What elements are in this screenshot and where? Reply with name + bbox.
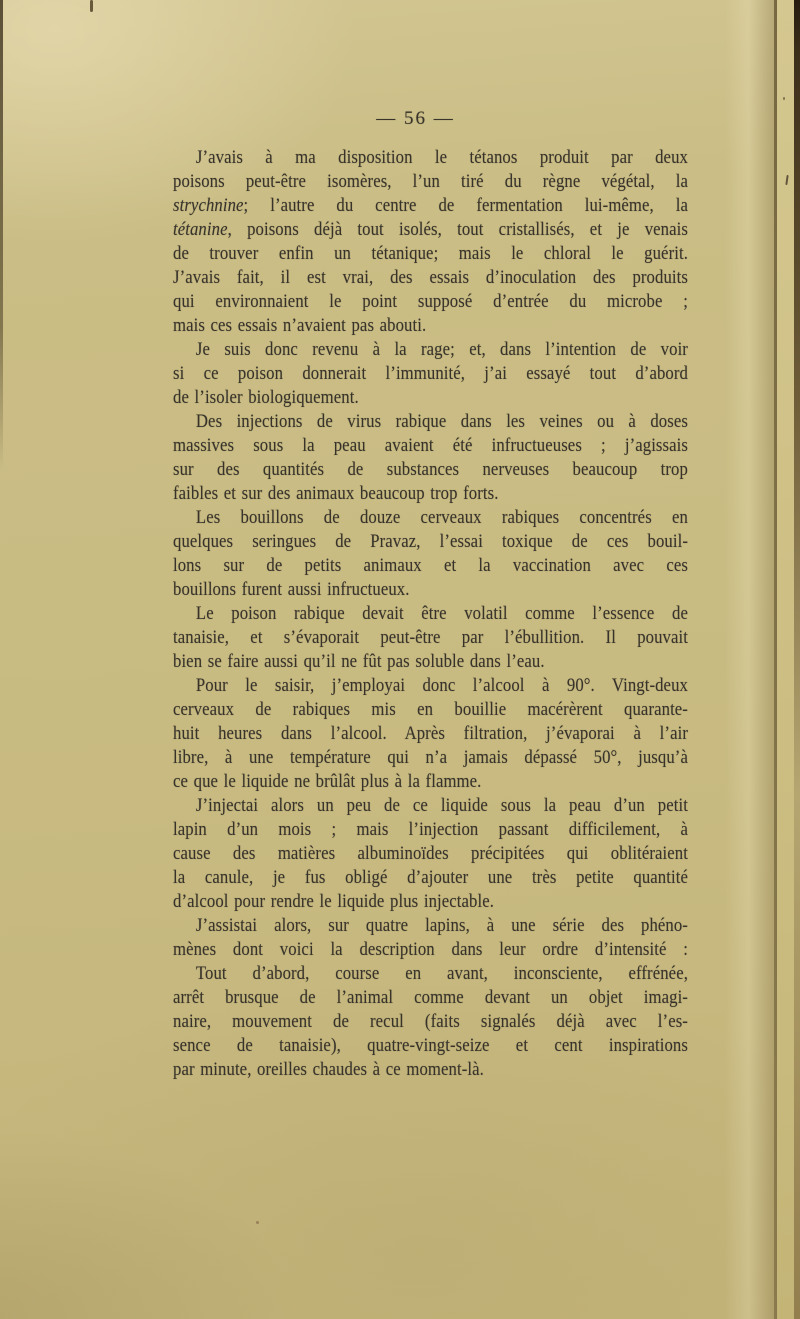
text-line — [173, 314, 688, 338]
page-number: — 56 — — [376, 108, 455, 129]
text-line — [173, 1010, 688, 1034]
paragraph — [173, 674, 688, 794]
text-line — [173, 674, 688, 698]
text-segment: bien se faire aussi qu’il ne fût pas soluble dans l’eau. — [173, 651, 545, 672]
paragraph — [173, 962, 688, 1082]
text-segment: cerveaux de rabiques mis en bouillie macérèrent quarante- — [173, 699, 688, 720]
text-line — [173, 266, 688, 290]
text-segment: de trouver enfin un tétanique; mais le chloral le guérit. — [173, 243, 688, 264]
text-line — [173, 818, 688, 842]
text-line — [173, 938, 688, 962]
text-line — [173, 1034, 688, 1058]
text-line — [173, 530, 688, 554]
text-line — [173, 986, 688, 1010]
text-line — [173, 1058, 688, 1082]
text-line — [173, 218, 688, 242]
paragraph — [173, 794, 688, 914]
text-line — [173, 482, 688, 506]
text-line — [173, 650, 688, 674]
text-segment: bouillons furent aussi infructueux. — [173, 579, 410, 600]
text-segment: naire, mouvement de recul (faits signalés déjà avec l’es- — [173, 1011, 688, 1032]
text-segment: tanaisie, et s’évaporait peut-être par l’ébullition. Il pouvait — [173, 627, 688, 648]
text-segment: lons sur de petits animaux et la vaccination avec ces — [173, 555, 688, 576]
text-line — [173, 506, 688, 530]
paragraph — [173, 506, 688, 602]
text-segment: J’injectai alors un peu de ce liquide sous la peau d’un petit — [195, 795, 688, 816]
text-segment: faibles et sur des animaux beaucoup trop forts. — [173, 483, 499, 504]
text-segment: poisons peut-être isomères, l’un tiré du règne végétal, la — [173, 171, 688, 192]
text-line — [173, 458, 688, 482]
text-segment: Je suis donc revenu à la rage; et, dans l’intention de voir — [195, 339, 688, 360]
text-line — [173, 794, 688, 818]
text-segment: mènes dont voici la description dans leur ordre d’intensité : — [173, 939, 688, 960]
text-line — [173, 338, 688, 362]
text-segment: quelques seringues de Pravaz, l’essai toxique de ces bouil- — [173, 531, 688, 552]
paragraph — [173, 410, 688, 506]
text-line — [173, 914, 688, 938]
text-segment: J’avais fait, il est vrai, des essais d’inoculation des produits — [173, 267, 688, 288]
text-line — [173, 626, 688, 650]
text-line — [173, 146, 688, 170]
text-segment: Tout d’abord, course en avant, inconsciente, effrénée, — [195, 963, 688, 984]
text-segment: d’alcool pour rendre le liquide plus injectable. — [173, 891, 495, 912]
text-segment: cause des matières albuminoïdes précipitées qui oblitéraient — [173, 843, 688, 864]
text-segment: Pour le saisir, j’employai donc l’alcool à 90°. Vingt-deux — [195, 675, 688, 696]
scan-speck — [783, 97, 785, 100]
paragraph — [173, 338, 688, 410]
scan-speck — [256, 1221, 259, 1224]
text-segment: libre, à une température qui n’a jamais dépassé 50°, jusqu’à — [173, 747, 688, 768]
text-segment: mais ces essais n’avaient pas abouti. — [173, 315, 427, 336]
text-line — [173, 722, 688, 746]
page-curl-shadow — [725, 0, 777, 1319]
next-page-edge — [777, 0, 794, 1319]
text-line — [173, 170, 688, 194]
text-segment: , poisons déjà tout isolés, tout cristallisés, et je venais — [227, 219, 688, 240]
text-line — [173, 410, 688, 434]
text-segment: si ce poison donnerait l’immunité, j’ai essayé tout d’abord — [173, 363, 688, 384]
text-line — [173, 962, 688, 986]
scan-edge-right — [794, 0, 800, 1319]
text-line — [173, 290, 688, 314]
text-line — [173, 194, 688, 218]
text-line — [173, 866, 688, 890]
text-line — [173, 362, 688, 386]
text-line — [173, 770, 688, 794]
text-segment: Des injections de virus rabique dans les veines ou à doses — [195, 411, 688, 432]
text-segment: strychnine — [173, 195, 244, 216]
text-segment: sur des quantités de substances nerveuses beaucoup trop — [173, 459, 688, 480]
text-segment: Le poison rabique devait être volatil comme l’essence de — [195, 603, 688, 624]
text-segment: sence de tanaisie), quatre-vingt-seize et cent inspirations — [173, 1035, 688, 1056]
text-line — [173, 890, 688, 914]
text-line — [173, 842, 688, 866]
paragraph — [173, 146, 688, 338]
text-segment: qui environnaient le point supposé d’entrée du microbe ; — [173, 291, 688, 312]
text-segment: ce que le liquide ne brûlât plus à la flamme. — [173, 771, 482, 792]
text-segment: J’assistai alors, sur quatre lapins, à une série des phéno- — [195, 915, 688, 936]
text-segment: par minute, oreilles chaudes à ce moment-là. — [173, 1059, 484, 1080]
text-line — [173, 698, 688, 722]
text-line — [173, 386, 688, 410]
text-segment: huit heures dans l’alcool. Après filtration, j’évaporai à l’air — [173, 723, 688, 744]
scan-edge-left — [0, 0, 3, 470]
text-segment: Les bouillons de douze cerveaux rabiques concentrés en — [195, 507, 688, 528]
scan-speck — [90, 0, 93, 12]
text-segment: massives sous la peau avaient été infructueuses ; j’agissais — [173, 435, 688, 456]
text-line — [173, 242, 688, 266]
text-block — [173, 146, 688, 1082]
paragraph — [173, 914, 688, 962]
text-segment: ; l’autre du centre de fermentation lui-même, la — [243, 195, 688, 216]
text-segment: J’avais à ma disposition le tétanos produit par deux — [195, 147, 688, 168]
text-segment: la canule, je fus obligé d’ajouter une très petite quantité — [173, 867, 688, 888]
text-segment: de l’isoler biologiquement. — [173, 387, 359, 408]
text-segment: lapin d’un mois ; mais l’injection passant difficilement, à — [173, 819, 688, 840]
text-line — [173, 434, 688, 458]
text-line — [173, 578, 688, 602]
text-line — [173, 554, 688, 578]
text-line — [173, 746, 688, 770]
paragraph — [173, 602, 688, 674]
text-segment: arrêt brusque de l’animal comme devant un objet imagi- — [173, 987, 688, 1008]
text-line — [173, 602, 688, 626]
text-segment: tétanine — [173, 219, 228, 240]
